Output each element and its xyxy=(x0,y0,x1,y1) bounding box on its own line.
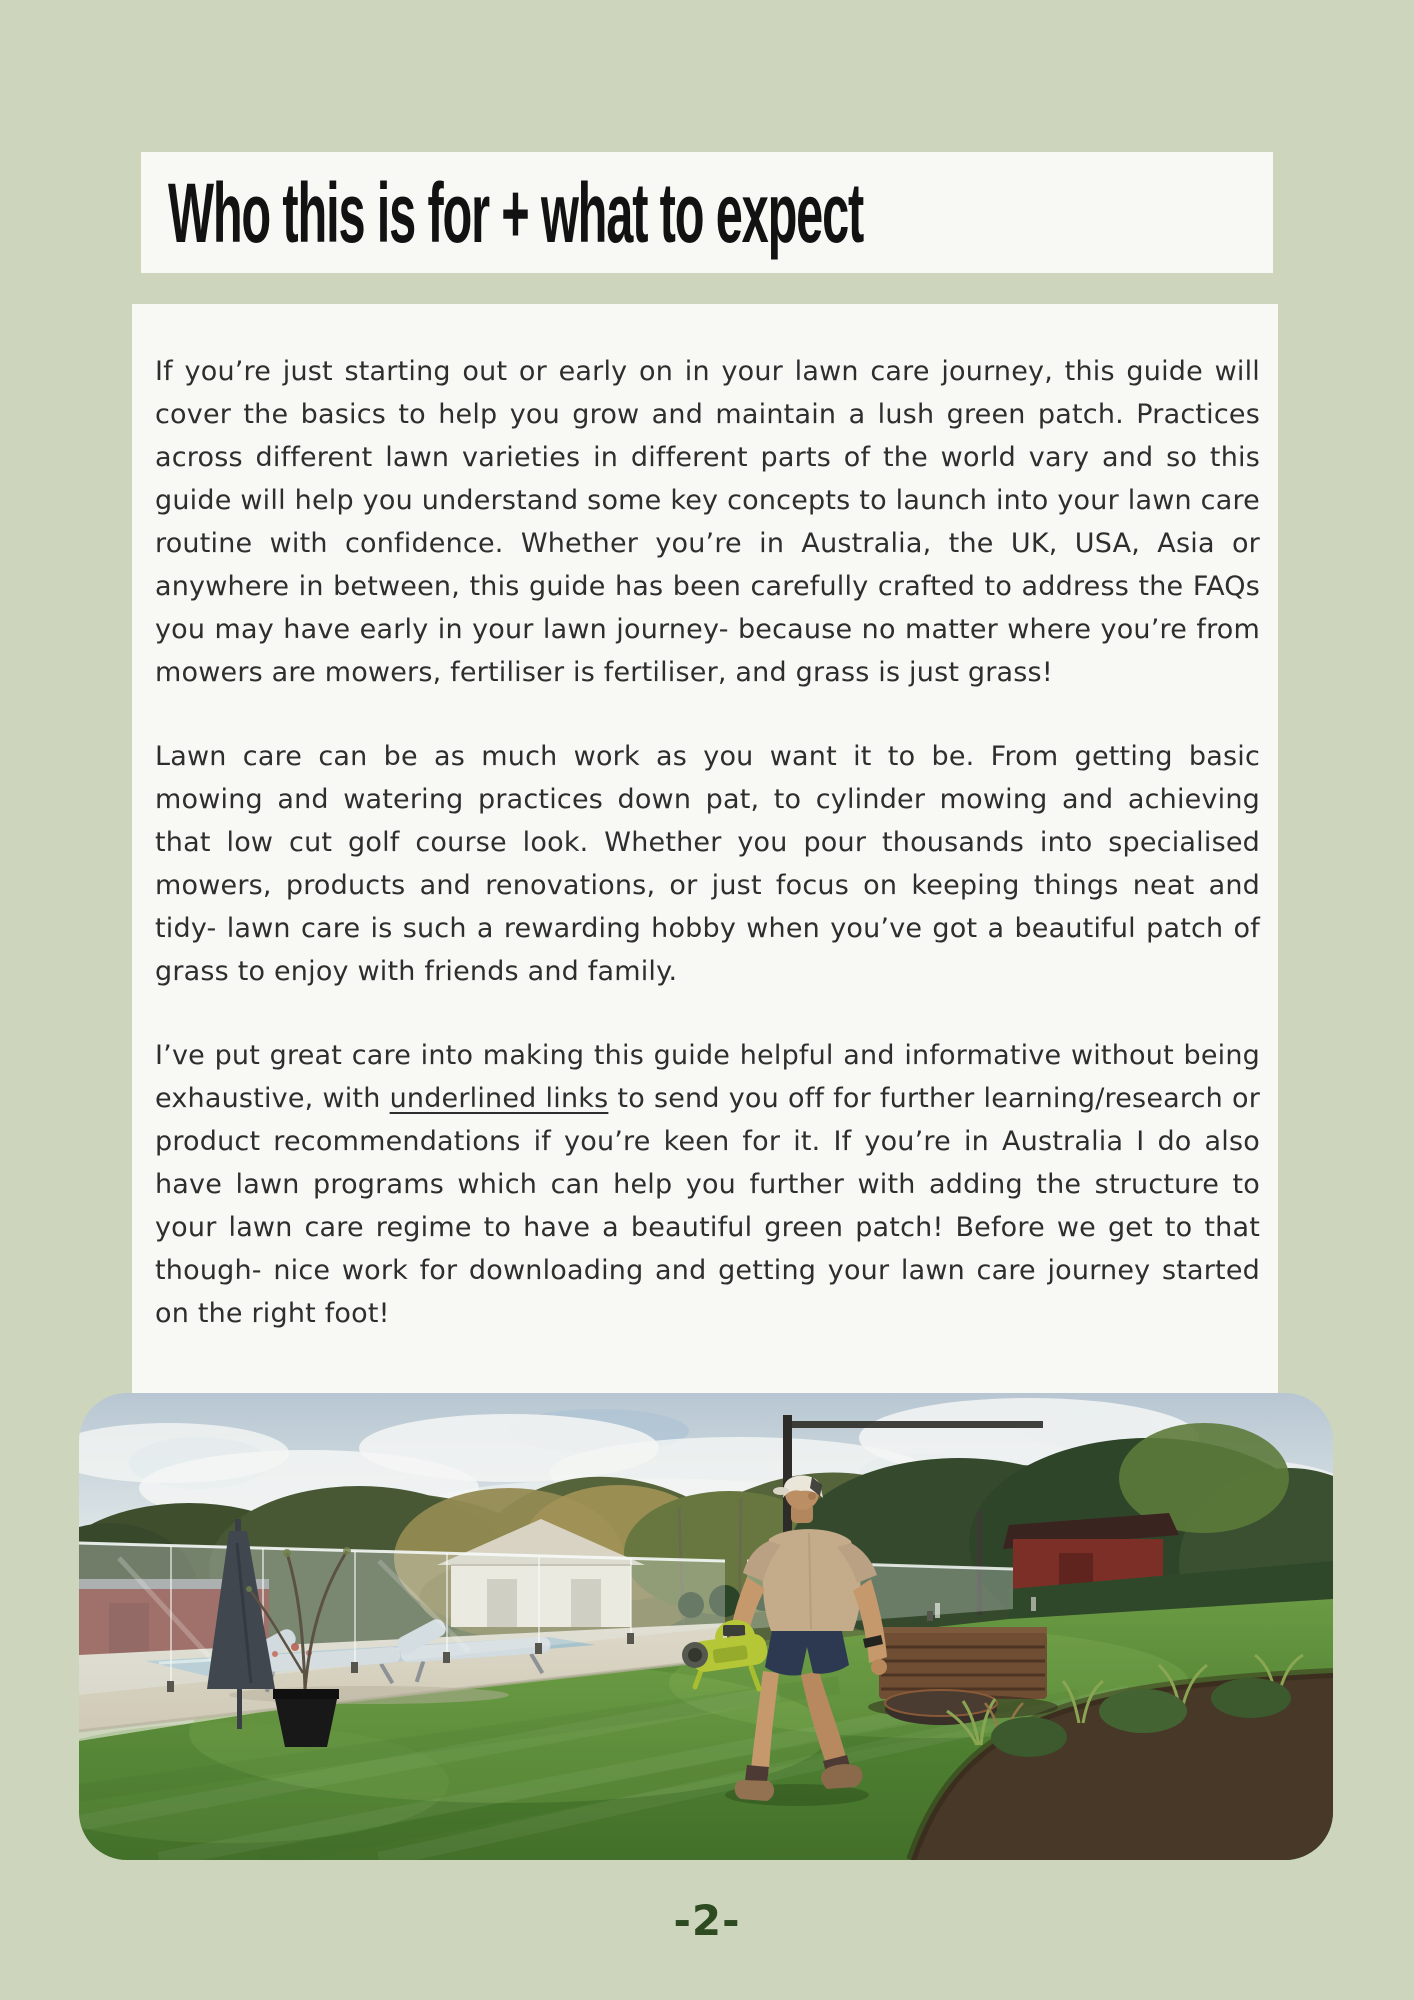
page-number: -2- xyxy=(673,1896,741,1945)
page-title: Who this is for + what to expect xyxy=(168,165,864,260)
underlined-links-link[interactable]: underlined links xyxy=(389,1083,609,1114)
backyard-photo xyxy=(79,1393,1333,1860)
paragraph-3-post: to send you off for further learning/research or product recommendations if you’re keen for it. If you’re in Australia I do also have lawn programs which can help you further with adding the structure to your lawn care regime to have a beautiful green patch! Before we get to that though- nice work for downloading and getting your lawn care journey started on the right foot! xyxy=(155,1083,1261,1329)
paragraph-3-pre: I’ve put great care into making this guide helpful and informative without being exhaustive, with xyxy=(155,1040,1260,1114)
paragraph-3 xyxy=(155,1034,1260,1335)
page-title-wrap xyxy=(168,165,1366,260)
paragraph-2: Lawn care can be as much work as you want it to be. From getting basic mowing and watering practices down pat, to cylinder mowing and achieving that low cut golf course look. Whether you pour thousands into specialised mowers, products and renovations, or just focus on keeping things neat and tidy- lawn care is such a rewarding hobby when you’ve got a beautiful patch of grass to enjoy with friends and family. xyxy=(155,741,1260,987)
backyard-photo-illustration xyxy=(79,1393,1333,1860)
header-bar xyxy=(141,152,1273,273)
paragraph-1: If you’re just starting out or early on in your lawn care journey, this guide will cover the basics to help you grow and maintain a lush green patch. Practices across different lawn varieties in different parts of the world vary and so this guide will help you understand some key concepts to launch into your lawn care routine with confidence. Whether you’re in Australia, the UK, USA, Asia or anywhere in between, this guide has been carefully crafted to address the FAQs you may have early in your lawn journey- because no matter where you’re from mowers are mowers, fertiliser is fertiliser, and grass is just grass! xyxy=(155,356,1260,688)
intro-text-panel xyxy=(132,304,1278,1430)
